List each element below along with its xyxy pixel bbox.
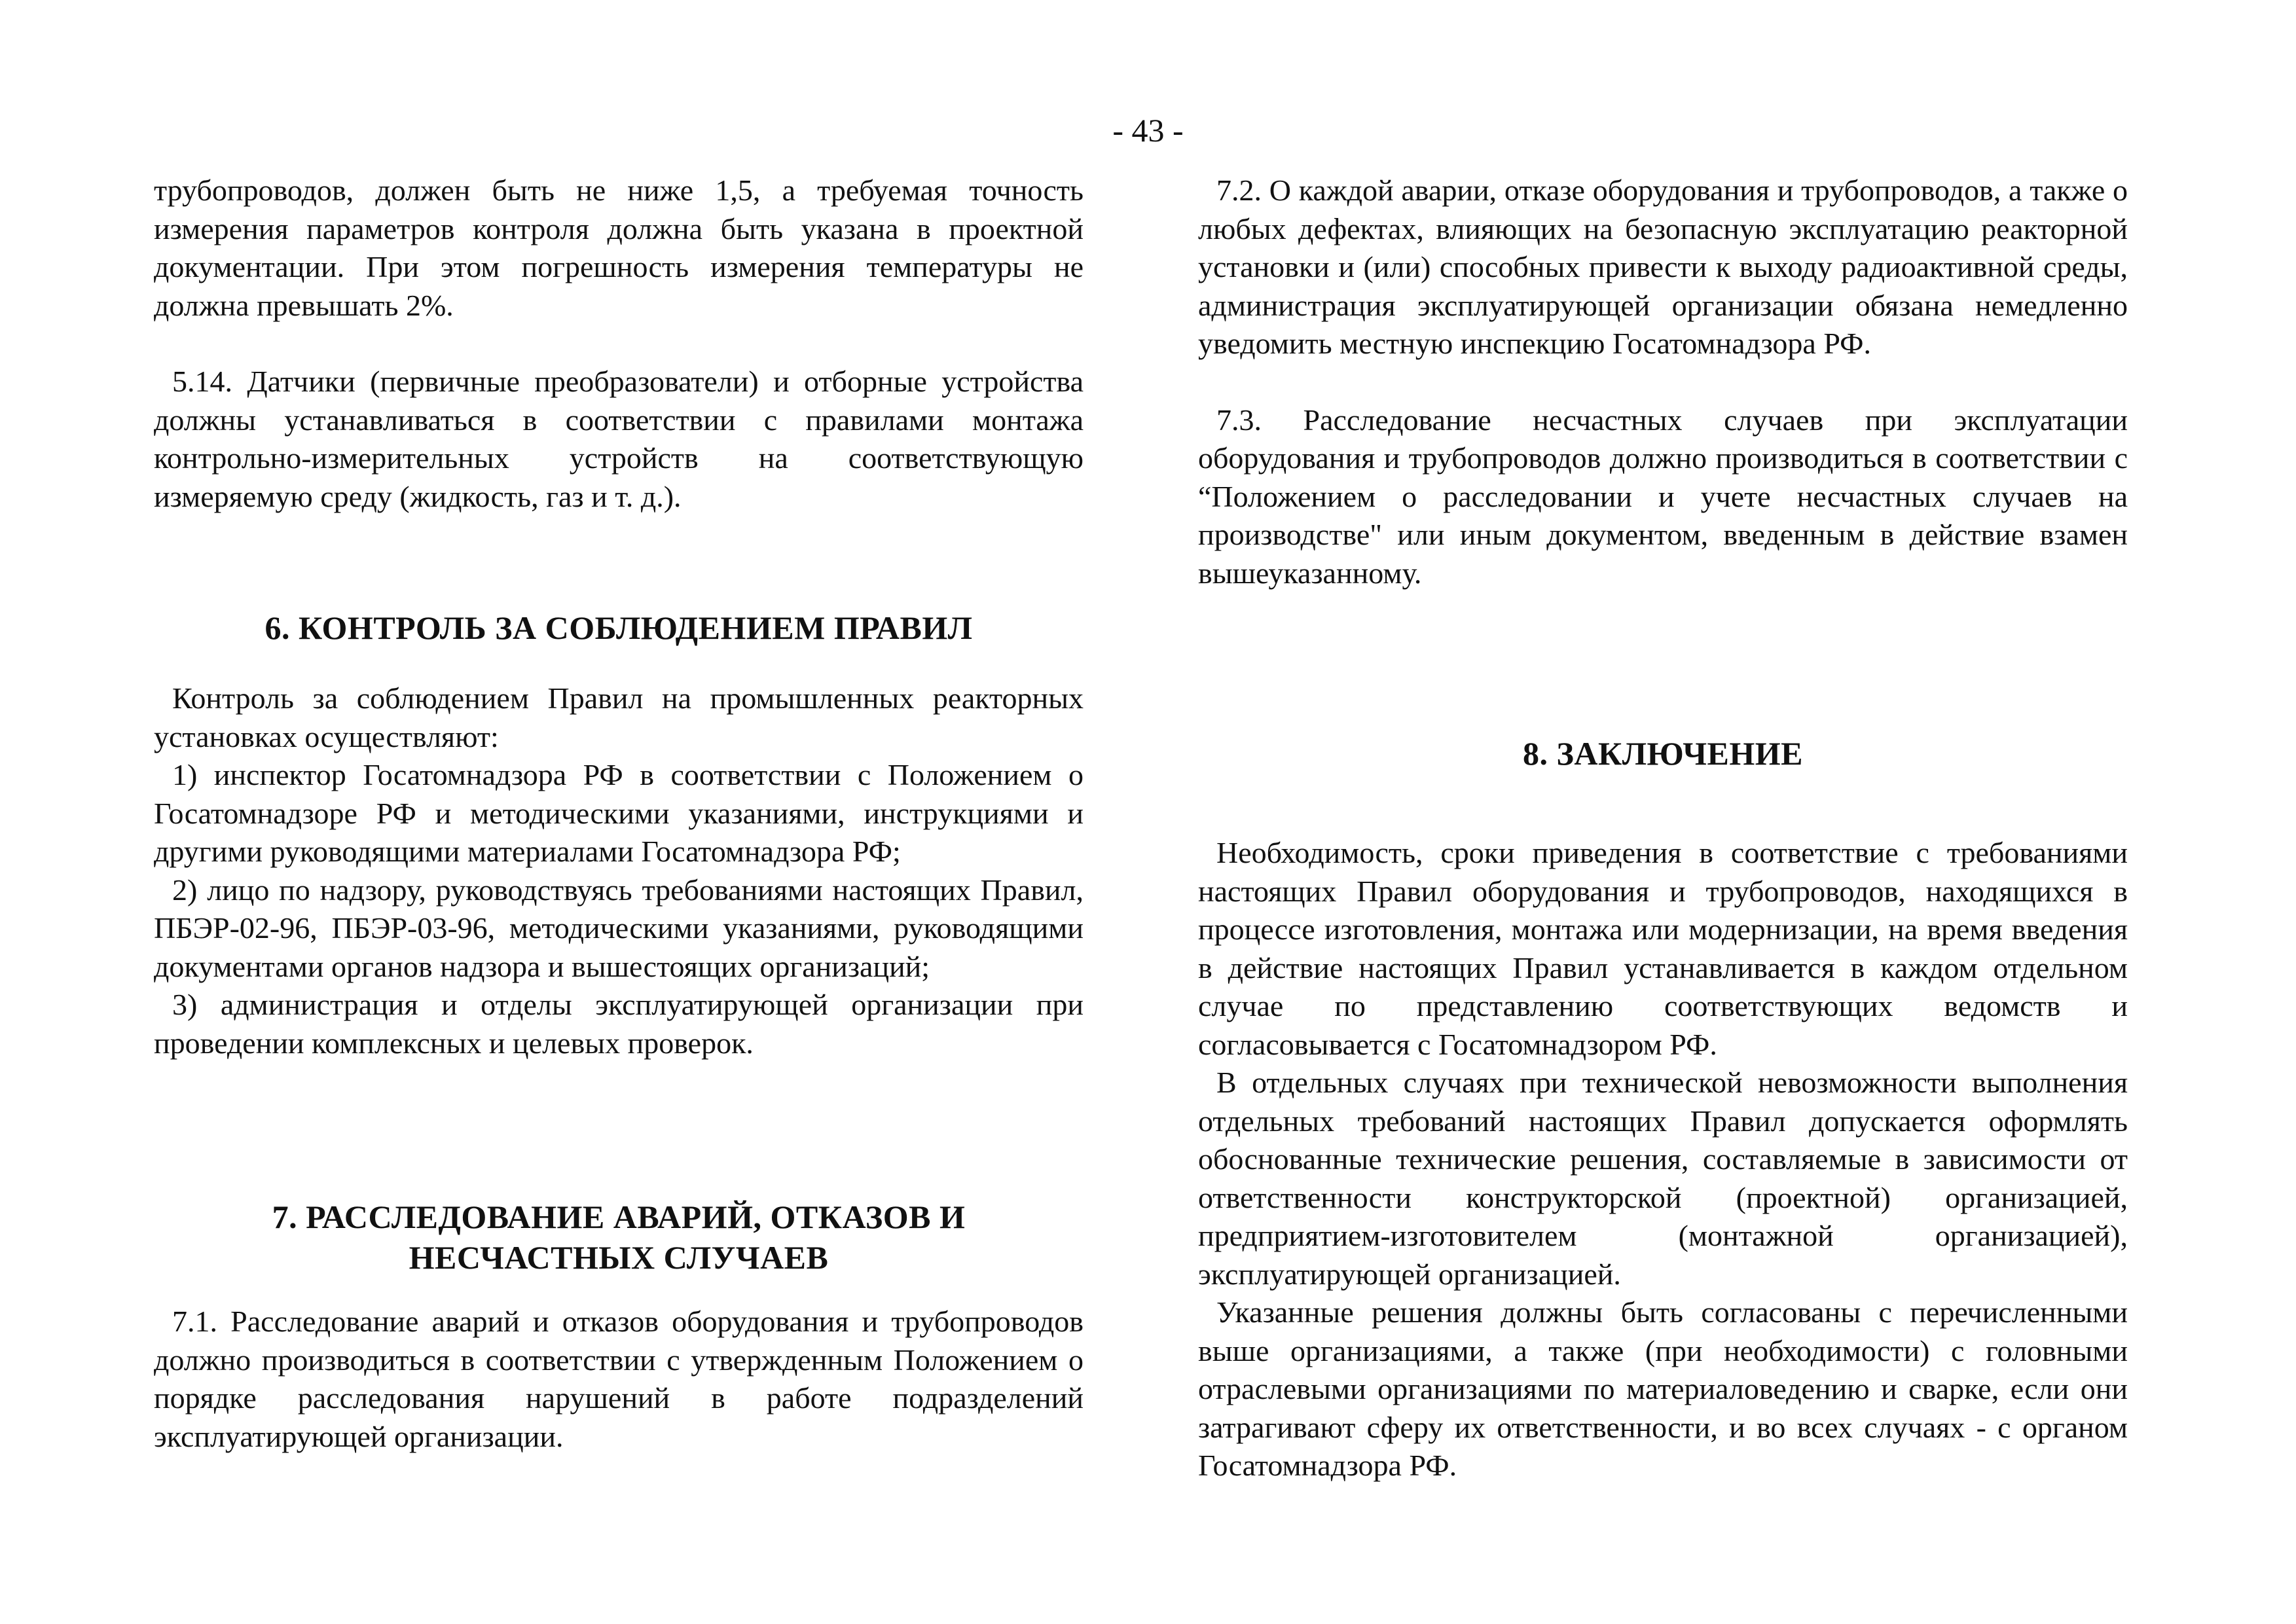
section-8-paragraph-1: Необходимость, сроки приведения в соответствие с требованиями настоящих Правил оборудования и трубопроводов, находящихся в процессе изготовления, монтажа или модернизации, на время введения в действие настоящих Правил устанавливается в каждом отдельном случае по представлению соответствующих ведомств и согласовывается с Госатомнадзором РФ. [1198,836,2128,1061]
section-6-title: 6. КОНТРОЛЬ ЗА СОБЛЮДЕНИЕМ ПРАВИЛ [264,609,973,646]
section-6-intro: Контроль за соблюдением Правил на промышленных реакторных установках осуществляют: [154,681,1084,753]
paragraph-7-3: 7.3. Расследование несчастных случаев при эксплуатации оборудования и трубопроводов должно производиться в соответствии с “Положением о расследовании и учете несчастных случаев на производстве" или иным документом, введенным в действие взамен вышеуказанному. [1198,403,2128,590]
page-number: - 43 - [1112,112,1184,149]
section-8-title: 8. ЗАКЛЮЧЕНИЕ [1522,735,1804,772]
section-8-paragraph-3: Указанные решения должны быть согласованы с перечисленными выше организациями, а также (при необходимости) с головными отраслевыми организациями по материаловедению и сварке, если они затрагивают сферу их ответственности, и во всех случаях - с органом Госатомнадзора РФ. [1198,1295,2128,1482]
left-column [154,171,1084,1456]
right-column [1198,171,2128,1485]
paragraph-7-2: 7.2. О каждой аварии, отказе оборудования и трубопроводов, а также о любых дефектах, влияющих на безопасную эксплуатацию реакторной установки и (или) способных привести к выходу радиоактивной среды, администрация эксплуатирующей организации обязана немедленно уведомить местную инспекцию Госатомнадзора РФ. [1198,173,2128,360]
intro-paragraph: трубопроводов, должен быть не ниже 1,5, а требуемая точность измерения параметров контроля должна быть указана в проектной документации. При этом погрешность измерения температуры не должна превышать 2%. [154,173,1084,322]
section-6-item-1: 1) инспектор Госатомнадзора РФ в соответствии с Положением о Госатомнадзоре РФ и методическими указаниями, инструкциями и другими руководящими материалами Госатомнадзора РФ; [154,758,1084,868]
paragraph-7-1: 7.1. Расследование аварий и отказов оборудования и трубопроводов должно производиться в соответствии с утвержденным Положением о порядке расследования нарушений в работе подразделений эксплуатирующей организации. [154,1305,1084,1453]
paragraph-5-14: 5.14. Датчики (первичные преобразователи) и отборные устройства должны устанавливаться в соответствии с правилами монтажа контрольно-измерительных устройств на соответствующую измеряемую среду (жидкость, газ и т. д.). [154,365,1084,513]
section-7-title-line-1: 7. РАССЛЕДОВАНИЕ АВАРИЙ, ОТКАЗОВ И [272,1199,966,1235]
section-8-paragraph-2: В отдельных случаях при технической невозможности выполнения отдельных требований настоящих Правил допускается оформлять обоснованные технические решения, составляемые в зависимости от ответственности конструкторской (проектной) организацией, предприятием-изготовителем (монтажной организацией), эксплуатирующей организацией. [1198,1066,2128,1291]
section-7-title-line-2: НЕСЧАСТНЫХ СЛУЧАЕВ [409,1239,829,1276]
section-6-item-2: 2) лицо по надзору, руководствуясь требованиями настоящих Правил, ПБЭР-02-96, ПБЭР-03-96, методическими указаниями, руководящими документами органов надзора и вышестоящих организаций; [154,873,1084,983]
section-6-item-3: 3) администрация и отделы эксплуатирующей организации при проведении комплексных и целевых проверок. [154,988,1084,1060]
